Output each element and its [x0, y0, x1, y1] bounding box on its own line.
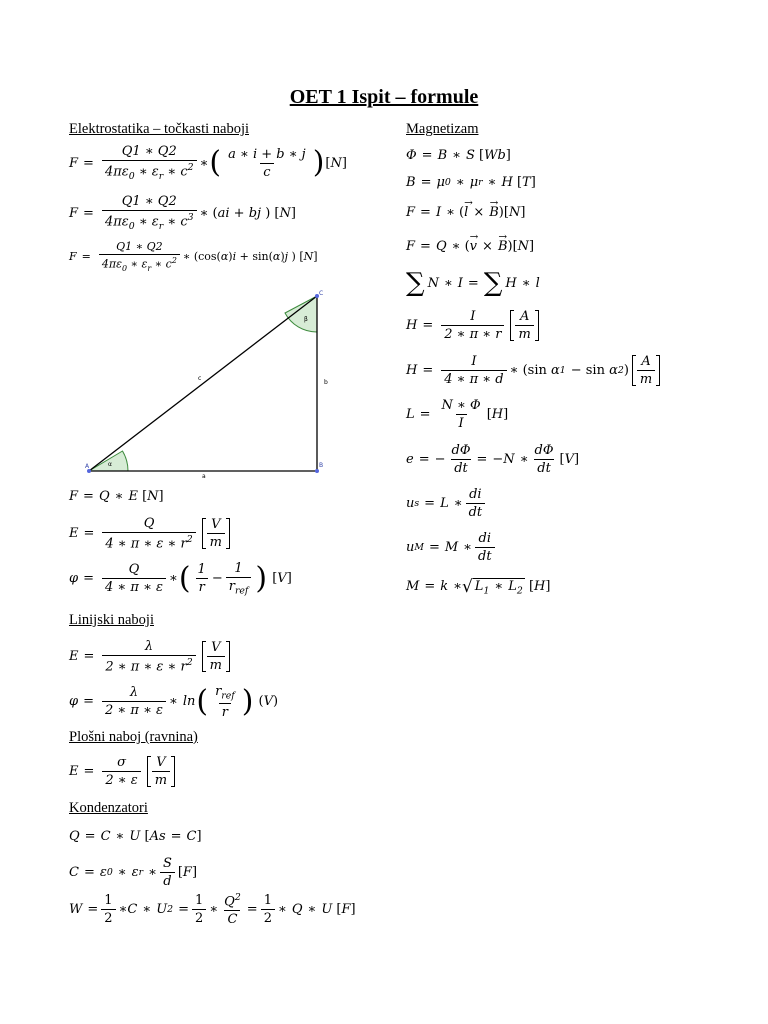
formula-force-field: F = Q ∗ E [ N ]: [69, 489, 164, 504]
formula-force-current: F = I ∗ ( l → × B → )[ N ]: [406, 206, 525, 219]
formula-line-potential: φ = $\frac{\lambda}{2 ∗ \pi ∗ \varepsilon}$ ∗ ln ( $\frac{r_{ref}}{r}$ ) ( V ): [69, 684, 279, 720]
formula-line-field: E = $\frac{\lambda}{2 ∗ \pi ∗ \varepsilon ∗ r^2}$ $\frac{V}{m}$: [69, 640, 233, 673]
formula-flux: Φ = B ∗ S [ Wb ]: [406, 148, 511, 163]
formula-field-wire: H = $\frac{I}{2 ∗ \pi ∗ r}$ $\frac{A}{m}$: [406, 310, 542, 341]
formula-mutual-inductance-voltage: u M = M ∗ $\frac{di}{dt}$: [406, 532, 498, 563]
formula-flux-density: B = μ 0 ∗ μ r ∗ H [ T ]: [406, 175, 536, 190]
formula-surface-field: E = $\frac{\sigma}{2 ∗ \varepsilon}$ $\frac{V}{m}$: [69, 756, 178, 787]
formula-mutual-inductance: M = k ∗ √ $L_1$ ∗ $L_2$ [ H ]: [406, 576, 551, 597]
side-a-label: a: [202, 473, 206, 480]
formula-energy: W = $\frac{1}{2}$ ∗C ∗ U 2 = $\frac{1}{2}$ ∗ $\frac{Q^2}{C}$ = $\frac{1}{2}$ ∗ Q ∗ U [ F ]: [69, 892, 356, 928]
formula-point-potential: φ = $\frac{Q}{4 ∗ \pi ∗ \varepsilon}$ ∗ ( $\frac{1}{r}$ − $\frac{1}{r_{ref}}$ ) [ V ]: [69, 561, 292, 597]
heading-magnetism: Magnetizam: [406, 121, 479, 137]
formula-field-segment: H = $\frac{I}{4 ∗ \pi ∗ d}$ ∗ (sin α 1 − sin α 2 ) $\frac{A}{m}$: [406, 355, 663, 386]
page-title: OET 1 Ispit – formule: [289, 86, 479, 108]
angle-beta-label: β: [304, 316, 308, 323]
angle-alpha-label: α: [108, 461, 112, 468]
formula-ampere-law: ∑ N ∗ I = ∑ H ∗ l: [406, 268, 540, 298]
side-b-label: b: [324, 379, 328, 386]
angle-beta-arc: [285, 296, 317, 332]
heading-line-charges: Linijski naboji: [69, 612, 154, 628]
formula-emf: e = − $\frac{d\Phi}{dt}$ = −N ∗ $\frac{d\Phi}{dt}$ [ V ]: [406, 443, 580, 476]
formula-capacitance: C = ε 0 ∗ ε r ∗ $\frac{S}{d}$ [ F ]: [69, 856, 198, 889]
vertex-a-label: A: [85, 463, 90, 470]
side-c-label: c: [198, 375, 202, 382]
vertex-c-label: C: [319, 290, 324, 297]
formula-self-inductance-voltage: u s = L ∗ $\frac{di}{dt}$: [406, 488, 488, 519]
vertex-b-label: B: [319, 462, 324, 469]
formula-point-field: E = $\frac{Q}{4 ∗ \pi ∗ \varepsilon ∗ r^2}$ $\frac{V}{m}$: [69, 517, 233, 550]
formula-charge: Q = C ∗ U [ As = C ]: [69, 829, 202, 844]
formula-coulomb-force-angle: F = $\frac{Q1 ∗ Q2}{4\pi\varepsilon_0 ∗ \varepsilon_r ∗ c^2}$ ∗ (cos( α ) i + sin( α ) j ) [ N ]: [69, 240, 318, 273]
heading-surface-charge: Plošni naboj (ravnina): [69, 729, 198, 745]
formula-coulomb-force-components: F = $\frac{Q1 ∗ Q2}{4\pi\varepsilon_0 ∗ \varepsilon_r ∗ c^3}$ ∗ ( ai + bj ) [ N ]: [69, 194, 296, 232]
heading-electrostatics: Elektrostatika – točkasti naboji: [69, 121, 249, 137]
heading-capacitors: Kondenzatori: [69, 800, 148, 816]
side-c-line: [89, 296, 317, 471]
right-triangle-diagram: [84, 286, 334, 482]
formula-inductance: L = $\frac{N ∗ \Phi}{I}$ [ H ]: [406, 398, 509, 431]
formula-coulomb-force-unit-vector: F = $\frac{Q1 ∗ Q2}{4\pi\varepsilon_0 ∗ \varepsilon_r ∗ c^2}$ ∗ ( $\frac{a ∗ i + b ∗ j}{c}$ ) [ N ]: [69, 144, 347, 182]
vertex-b-point: [315, 469, 319, 473]
formula-force-charge: F = Q ∗ ( v → × B → )[ N ]: [406, 240, 534, 253]
